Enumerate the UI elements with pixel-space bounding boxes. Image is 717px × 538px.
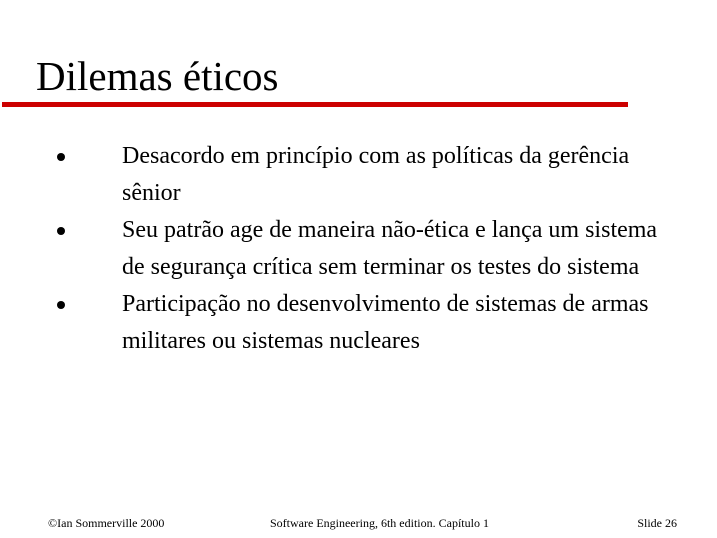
footer-copyright: ©Ian Sommerville 2000	[48, 516, 165, 530]
bullet-item	[0, 286, 717, 360]
slide-title: Dilemas éticos	[36, 53, 279, 99]
bullet-list	[0, 138, 717, 360]
footer-slide-number: Slide 26	[637, 516, 677, 530]
bullet-icon	[57, 301, 65, 309]
bullet-text: Seu patrão age de maneira não-ética e lança um sistema de segurança crítica sem terminar os testes do sistema	[122, 217, 658, 280]
bullet-item	[0, 138, 717, 212]
bullet-text: Desacordo em princípio com as políticas da gerência sênior	[122, 143, 630, 206]
footer-book-title: Software Engineering, 6th edition. Capítulo 1	[270, 516, 489, 530]
bullet-text: Participação no desenvolvimento de sistemas de armas militares ou sistemas nucleares	[122, 291, 649, 354]
bullet-icon	[57, 227, 65, 235]
bullet-icon	[57, 153, 65, 161]
title-underline	[2, 102, 628, 107]
bullet-item	[0, 212, 717, 286]
